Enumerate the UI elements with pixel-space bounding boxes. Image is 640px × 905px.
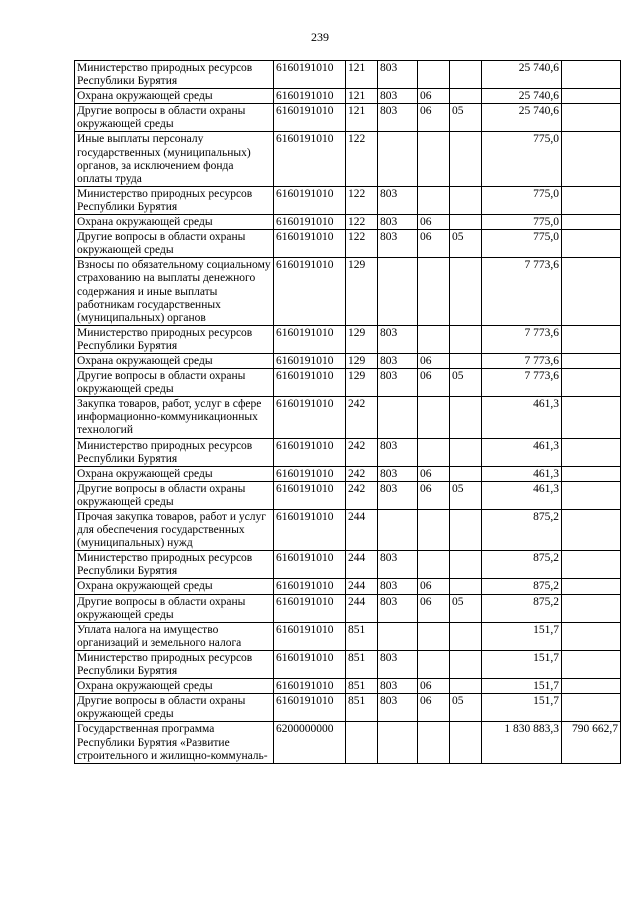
row-rz-cell (418, 397, 450, 438)
row-rz-cell (418, 722, 450, 763)
row-sum1-cell: 151,7 (482, 622, 562, 650)
row-sum2-cell (562, 481, 621, 509)
row-pr-cell (450, 89, 482, 104)
table-row (75, 104, 621, 132)
row-vr-cell: 129 (346, 353, 378, 368)
row-rz-cell: 06 (418, 215, 450, 230)
row-vr-cell: 122 (346, 215, 378, 230)
row-name-cell: Другие вопросы в области охраны окружающей среды (75, 594, 274, 622)
row-vr-cell: 851 (346, 679, 378, 694)
row-name-cell: Другие вопросы в области охраны окружающей среды (75, 481, 274, 509)
row-pr-cell (450, 679, 482, 694)
row-sum1-cell: 7 773,6 (482, 369, 562, 397)
row-sum1-cell: 7 773,6 (482, 325, 562, 353)
row-name-cell: Прочая закупка товаров, работ и услуг для обеспечения государственных (муниципальных) нужд (75, 510, 274, 551)
row-pr-cell: 05 (450, 481, 482, 509)
row-name-cell: Министерство природных ресурсов Республики Бурятия (75, 551, 274, 579)
row-pr-cell (450, 353, 482, 368)
row-grbs-cell: 803 (378, 594, 418, 622)
row-grbs-cell (378, 510, 418, 551)
row-grbs-cell (378, 132, 418, 186)
row-sum1-cell: 461,3 (482, 397, 562, 438)
row-csr-cell: 6160191010 (274, 215, 346, 230)
row-csr-cell: 6160191010 (274, 104, 346, 132)
row-sum2-cell (562, 694, 621, 722)
row-sum2-cell (562, 594, 621, 622)
table-row (75, 551, 621, 579)
row-rz-cell (418, 186, 450, 214)
table-row (75, 132, 621, 186)
row-csr-cell: 6160191010 (274, 89, 346, 104)
row-grbs-cell: 803 (378, 186, 418, 214)
row-sum2-cell (562, 579, 621, 594)
row-grbs-cell: 803 (378, 679, 418, 694)
row-csr-cell: 6160191010 (274, 325, 346, 353)
table-row (75, 397, 621, 438)
table-row (75, 230, 621, 258)
row-vr-cell: 122 (346, 186, 378, 214)
row-name-cell: Министерство природных ресурсов Республики Бурятия (75, 186, 274, 214)
row-sum1-cell: 151,7 (482, 694, 562, 722)
row-vr-cell: 129 (346, 369, 378, 397)
table-row (75, 579, 621, 594)
row-name-cell: Министерство природных ресурсов Республики Бурятия (75, 438, 274, 466)
table-row (75, 353, 621, 368)
row-rz-cell (418, 438, 450, 466)
row-rz-cell: 06 (418, 230, 450, 258)
row-vr-cell: 129 (346, 325, 378, 353)
row-sum1-cell: 461,3 (482, 481, 562, 509)
row-pr-cell (450, 397, 482, 438)
row-rz-cell: 06 (418, 353, 450, 368)
row-vr-cell: 244 (346, 551, 378, 579)
row-sum1-cell: 775,0 (482, 215, 562, 230)
row-vr-cell: 129 (346, 258, 378, 325)
row-rz-cell (418, 551, 450, 579)
row-vr-cell: 122 (346, 230, 378, 258)
row-vr-cell: 121 (346, 104, 378, 132)
row-sum2-cell (562, 551, 621, 579)
row-rz-cell (418, 510, 450, 551)
table-row (75, 438, 621, 466)
row-rz-cell: 06 (418, 104, 450, 132)
row-sum2-cell (562, 438, 621, 466)
row-rz-cell (418, 650, 450, 678)
row-sum1-cell: 775,0 (482, 186, 562, 214)
row-pr-cell (450, 650, 482, 678)
table-row (75, 258, 621, 325)
row-csr-cell: 6160191010 (274, 551, 346, 579)
row-pr-cell (450, 622, 482, 650)
row-vr-cell: 851 (346, 650, 378, 678)
row-csr-cell: 6160191010 (274, 258, 346, 325)
row-csr-cell: 6160191010 (274, 679, 346, 694)
row-pr-cell: 05 (450, 104, 482, 132)
row-sum2-cell (562, 679, 621, 694)
row-sum1-cell: 875,2 (482, 579, 562, 594)
row-rz-cell: 06 (418, 89, 450, 104)
row-vr-cell: 242 (346, 397, 378, 438)
row-grbs-cell: 803 (378, 215, 418, 230)
row-name-cell: Государственная программа Республики Бурятия «Развитие строительного и жилищно-коммуналь- (75, 722, 274, 763)
row-csr-cell: 6160191010 (274, 481, 346, 509)
row-vr-cell: 242 (346, 481, 378, 509)
row-sum2-cell (562, 650, 621, 678)
row-name-cell: Иные выплаты персоналу государственных (муниципальных) органов, за исключением фонда оплаты труда (75, 132, 274, 186)
row-sum2-cell: 790 662,7 (562, 722, 621, 763)
table-row (75, 722, 621, 763)
row-csr-cell: 6160191010 (274, 132, 346, 186)
row-pr-cell: 05 (450, 694, 482, 722)
row-name-cell: Взносы по обязательному социальному страхованию на выплаты денежного содержания и иные выплаты работникам государственных (муниципальных) органов (75, 258, 274, 325)
row-sum1-cell: 25 740,6 (482, 104, 562, 132)
page-number: 239 (311, 30, 329, 44)
row-csr-cell: 6160191010 (274, 61, 346, 89)
row-name-cell: Министерство природных ресурсов Республики Бурятия (75, 325, 274, 353)
row-grbs-cell (378, 622, 418, 650)
row-sum2-cell (562, 61, 621, 89)
row-sum1-cell: 25 740,6 (482, 89, 562, 104)
row-pr-cell (450, 215, 482, 230)
row-grbs-cell: 803 (378, 369, 418, 397)
row-pr-cell: 05 (450, 230, 482, 258)
row-grbs-cell: 803 (378, 89, 418, 104)
row-vr-cell: 121 (346, 61, 378, 89)
row-pr-cell (450, 61, 482, 89)
row-sum2-cell (562, 89, 621, 104)
row-pr-cell (450, 510, 482, 551)
row-csr-cell: 6160191010 (274, 622, 346, 650)
row-csr-cell: 6160191010 (274, 438, 346, 466)
row-grbs-cell (378, 258, 418, 325)
row-vr-cell: 122 (346, 132, 378, 186)
row-sum2-cell (562, 369, 621, 397)
table-row (75, 466, 621, 481)
row-grbs-cell: 803 (378, 353, 418, 368)
row-rz-cell: 06 (418, 579, 450, 594)
table-row (75, 481, 621, 509)
budget-table (74, 60, 621, 764)
row-vr-cell (346, 722, 378, 763)
row-grbs-cell (378, 397, 418, 438)
row-sum1-cell: 775,0 (482, 230, 562, 258)
row-pr-cell: 05 (450, 369, 482, 397)
row-pr-cell (450, 579, 482, 594)
row-grbs-cell: 803 (378, 551, 418, 579)
row-grbs-cell: 803 (378, 104, 418, 132)
row-name-cell: Другие вопросы в области охраны окружающей среды (75, 369, 274, 397)
row-grbs-cell: 803 (378, 481, 418, 509)
row-pr-cell (450, 132, 482, 186)
row-pr-cell (450, 722, 482, 763)
row-vr-cell: 851 (346, 622, 378, 650)
row-vr-cell: 242 (346, 466, 378, 481)
row-vr-cell: 242 (346, 438, 378, 466)
row-name-cell: Охрана окружающей среды (75, 353, 274, 368)
row-grbs-cell (378, 722, 418, 763)
row-sum1-cell: 7 773,6 (482, 258, 562, 325)
row-sum2-cell (562, 325, 621, 353)
row-sum1-cell: 1 830 883,3 (482, 722, 562, 763)
row-name-cell: Охрана окружающей среды (75, 89, 274, 104)
row-csr-cell: 6160191010 (274, 594, 346, 622)
row-sum2-cell (562, 215, 621, 230)
row-sum1-cell: 461,3 (482, 438, 562, 466)
row-pr-cell (450, 438, 482, 466)
row-name-cell: Охрана окружающей среды (75, 679, 274, 694)
row-rz-cell (418, 258, 450, 325)
row-sum1-cell: 875,2 (482, 594, 562, 622)
row-name-cell: Охрана окружающей среды (75, 215, 274, 230)
row-rz-cell: 06 (418, 369, 450, 397)
row-pr-cell (450, 466, 482, 481)
row-name-cell: Уплата налога на имущество организаций и земельного налога (75, 622, 274, 650)
row-grbs-cell: 803 (378, 61, 418, 89)
budget-table-body (75, 61, 621, 764)
row-sum2-cell (562, 466, 621, 481)
row-sum1-cell: 775,0 (482, 132, 562, 186)
row-csr-cell: 6200000000 (274, 722, 346, 763)
row-csr-cell: 6160191010 (274, 397, 346, 438)
table-row (75, 369, 621, 397)
row-sum2-cell (562, 186, 621, 214)
row-sum1-cell: 461,3 (482, 466, 562, 481)
row-sum1-cell: 7 773,6 (482, 353, 562, 368)
row-sum2-cell (562, 230, 621, 258)
row-pr-cell (450, 186, 482, 214)
row-vr-cell: 244 (346, 510, 378, 551)
row-csr-cell: 6160191010 (274, 694, 346, 722)
table-row (75, 679, 621, 694)
row-sum2-cell (562, 397, 621, 438)
table-row (75, 650, 621, 678)
row-pr-cell (450, 325, 482, 353)
row-sum1-cell: 151,7 (482, 679, 562, 694)
row-grbs-cell: 803 (378, 579, 418, 594)
row-csr-cell: 6160191010 (274, 579, 346, 594)
row-sum2-cell (562, 104, 621, 132)
row-name-cell: Другие вопросы в области охраны окружающей среды (75, 694, 274, 722)
row-grbs-cell: 803 (378, 694, 418, 722)
table-row (75, 186, 621, 214)
row-rz-cell: 06 (418, 466, 450, 481)
row-vr-cell: 121 (346, 89, 378, 104)
row-grbs-cell: 803 (378, 230, 418, 258)
row-vr-cell: 851 (346, 694, 378, 722)
row-pr-cell (450, 551, 482, 579)
row-grbs-cell: 803 (378, 466, 418, 481)
table-row (75, 215, 621, 230)
row-sum2-cell (562, 510, 621, 551)
row-csr-cell: 6160191010 (274, 510, 346, 551)
row-sum1-cell: 25 740,6 (482, 61, 562, 89)
row-name-cell: Министерство природных ресурсов Республики Бурятия (75, 650, 274, 678)
row-rz-cell (418, 61, 450, 89)
row-sum1-cell: 151,7 (482, 650, 562, 678)
row-sum2-cell (562, 622, 621, 650)
row-rz-cell: 06 (418, 594, 450, 622)
row-csr-cell: 6160191010 (274, 650, 346, 678)
row-name-cell: Охрана окружающей среды (75, 466, 274, 481)
row-grbs-cell: 803 (378, 325, 418, 353)
row-name-cell: Другие вопросы в области охраны окружающей среды (75, 104, 274, 132)
table-row (75, 61, 621, 89)
row-csr-cell: 6160191010 (274, 230, 346, 258)
row-rz-cell (418, 325, 450, 353)
table-row (75, 89, 621, 104)
row-csr-cell: 6160191010 (274, 369, 346, 397)
row-csr-cell: 6160191010 (274, 186, 346, 214)
table-row (75, 325, 621, 353)
row-grbs-cell: 803 (378, 438, 418, 466)
row-name-cell: Закупка товаров, работ, услуг в сфере информационно-коммуникационных технологий (75, 397, 274, 438)
row-rz-cell (418, 132, 450, 186)
row-name-cell: Другие вопросы в области охраны окружающей среды (75, 230, 274, 258)
table-row (75, 594, 621, 622)
row-sum1-cell: 875,2 (482, 551, 562, 579)
row-csr-cell: 6160191010 (274, 466, 346, 481)
row-rz-cell: 06 (418, 481, 450, 509)
table-row (75, 622, 621, 650)
row-grbs-cell: 803 (378, 650, 418, 678)
row-name-cell: Охрана окружающей среды (75, 579, 274, 594)
row-sum2-cell (562, 353, 621, 368)
row-rz-cell: 06 (418, 694, 450, 722)
table-row (75, 510, 621, 551)
table-row (75, 694, 621, 722)
row-pr-cell (450, 258, 482, 325)
row-sum1-cell: 875,2 (482, 510, 562, 551)
row-rz-cell (418, 622, 450, 650)
row-rz-cell: 06 (418, 679, 450, 694)
row-pr-cell: 05 (450, 594, 482, 622)
row-csr-cell: 6160191010 (274, 353, 346, 368)
row-sum2-cell (562, 258, 621, 325)
row-name-cell: Министерство природных ресурсов Республики Бурятия (75, 61, 274, 89)
row-sum2-cell (562, 132, 621, 186)
row-vr-cell: 244 (346, 579, 378, 594)
row-vr-cell: 244 (346, 594, 378, 622)
